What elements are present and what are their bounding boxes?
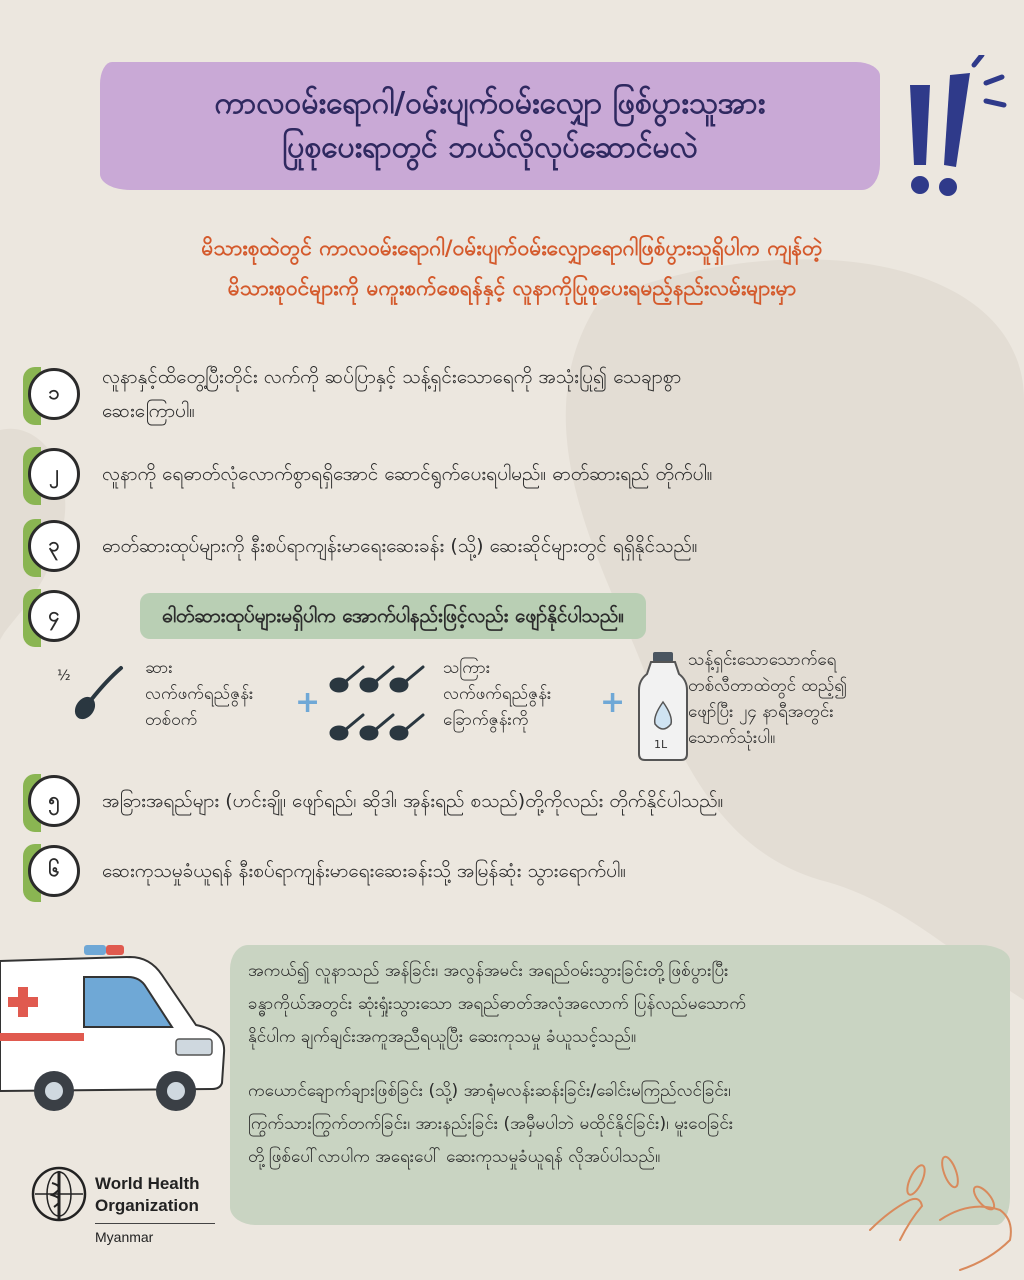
water-line-2: တစ်လီတာထဲတွင် ထည့်၍ (688, 676, 848, 696)
sugar-line-2: လက်ဖက်ရည်ဇွန်း (443, 684, 552, 704)
page-title (110, 82, 870, 170)
plus-sign: + (295, 685, 321, 720)
warning-2-line-2: ကြွက်သားကြွက်တက်ခြင်း၊ အားနည်းခြင်း (အမှီမပါဘဲ မထိုင်နိုင်ခြင်း)၊ မူးဝေခြင်း (248, 1114, 734, 1134)
water-line-4: သောက်သုံးပါ။ (688, 728, 776, 748)
bottle-label: 1L (654, 738, 668, 751)
water-line-3: ဖျော်ပြီး ၂၄ နာရီအတွင်း (688, 702, 834, 722)
step-number-badge: ၂ (28, 448, 80, 500)
who-divider (95, 1223, 215, 1224)
step-text: လူနာကို ရေဓာတ်လုံလောက်စွာရရှိအောင် ဆောင်ရွက်ပေးရပါမည်။ ဓာတ်ဆားရည် တိုက်ပါ။ (102, 463, 713, 485)
plus-sign: + (600, 685, 626, 720)
sugar-line-1: သကြား (443, 658, 491, 678)
step-number-badge: ၃ (28, 520, 80, 572)
step-1 (28, 360, 681, 428)
sugar-line-3: ခြောက်ဇွန်းကို (443, 710, 529, 730)
title-line-2: ပြုစုပေးရာတွင် ဘယ်လိုလုပ်ဆောင်မလဲ (282, 130, 698, 165)
spoon-icon (325, 655, 435, 750)
bottle-icon (633, 650, 693, 762)
warning-paragraph-1 (248, 955, 998, 1054)
step-number-badge: ၆ (28, 845, 80, 897)
hands-pills-icon (860, 1150, 1024, 1280)
step-text: ဆေးကုသမှုခံယူရန် နီးစပ်ရာကျန်းမာရေးဆေးခန်းသို့ အမြန်ဆုံး သွားရောက်ပါ။ (102, 860, 626, 882)
step-5 (28, 775, 723, 827)
step-1-line-2: ဆေးကြောပါ။ (102, 400, 195, 422)
warning-2-line-1: ကယောင်ချောက်ချားဖြစ်ခြင်း (သို့) အာရုံမလန်းဆန်းခြင်း/ခေါင်းမကြည်လင်ခြင်း၊ (248, 1081, 731, 1101)
step-number-badge: ၅ (28, 775, 80, 827)
step-number-badge: ၁ (28, 368, 80, 420)
warning-1-line-1: အကယ်၍ လူနာသည် အန်ခြင်း၊ အလွန်အမင်း အရည်ဝမ်းသွားခြင်းတို့ဖြစ်ပွားပြီး (248, 961, 729, 981)
salt-line-2: လက်ဖက်ရည်ဇွန်း (145, 684, 254, 704)
warning-1-line-3: နိုင်ပါက ချက်ချင်းအကူအညီရယူပြီး ဆေးကုသမှု ခံယူသင့်သည်။ (248, 1027, 637, 1047)
subtitle-line-1: မိသားစုထဲတွင် ကာလဝမ်းရောဂါ/ဝမ်းပျက်ဝမ်းလျှောရောဂါဖြစ်ပွားသူရှိပါက ကျန်တဲ့ (201, 236, 823, 260)
step-3 (28, 520, 698, 572)
water-line-1: သန့်ရှင်းသောသောက်ရေ (688, 650, 837, 670)
ors-note-box: ဓါတ်ဆားထုပ်များမရှိပါက အောက်ပါနည်းဖြင့်လည်း ဖျော်နိုင်ပါသည်။ (140, 593, 646, 639)
title-line-1: ကာလဝမ်းရောဂါ/ဝမ်းပျက်ဝမ်းလျှော ဖြစ်ပွားသူအား (214, 86, 766, 121)
who-country: Myanmar (95, 1229, 154, 1245)
water-label (688, 647, 847, 751)
step-text: အခြားအရည်များ (ဟင်းချို၊ ဖျော်ရည်၊ ဆိုဒါ၊ အုန်းရည် စသည်)တို့ကိုလည်း တိုက်နိုင်ပါသည်။ (102, 790, 724, 812)
step-2 (28, 448, 713, 500)
sugar-label (443, 655, 551, 733)
salt-line-1: ဆား (145, 658, 173, 678)
who-line-1: World Health (95, 1174, 200, 1193)
step-text: ဓာတ်ဆားထုပ်များကို နီးစပ်ရာကျန်းမာရေးဆေးခန်း (သို့) ဆေးဆိုင်များတွင် ရရှိနိုင်သည်။ (102, 535, 698, 557)
salt-label (145, 655, 253, 733)
step-1-line-1: လူနာနှင့်ထိတွေ့ပြီးတိုင်း လက်ကို ဆပ်ပြာနှင့် သန့်ရှင်းသောရေကို အသုံးပြု၍ သေချာစွာ (102, 366, 682, 388)
salt-fraction: ½ (57, 668, 71, 684)
step-6 (28, 845, 626, 897)
ors-recipe (55, 650, 1015, 765)
exclamation-icon (890, 55, 1010, 205)
step-text (102, 360, 681, 428)
subtitle-line-2: မိသားစုဝင်များကို မကူးစက်စေရန်နှင့် လူနာကိုပြုစုပေးရမည့်နည်းလမ်းများမှာ (227, 276, 797, 300)
intro-subtitle (30, 228, 994, 308)
step-4 (28, 590, 646, 642)
salt-line-3: တစ်ဝက် (145, 710, 198, 730)
who-name (95, 1173, 200, 1217)
ambulance-icon (0, 935, 230, 1115)
who-emblem-icon (30, 1165, 88, 1223)
step-number-badge: ၄ (28, 590, 80, 642)
warning-1-line-2: ခန္ဓာကိုယ်အတွင်း ဆုံးရှုံးသွားသော အရည်ဓာတ်အလုံအလောက် ပြန်လည်မသောက် (248, 994, 747, 1014)
warning-2-line-3: တို့ဖြစ်ပေါ်လာပါက အရေးပေါ် ဆေးကုသမှုခံယူရန် လိုအပ်ပါသည်။ (248, 1147, 661, 1167)
spoon-icon (55, 660, 135, 730)
who-line-2: Organization (95, 1196, 199, 1215)
